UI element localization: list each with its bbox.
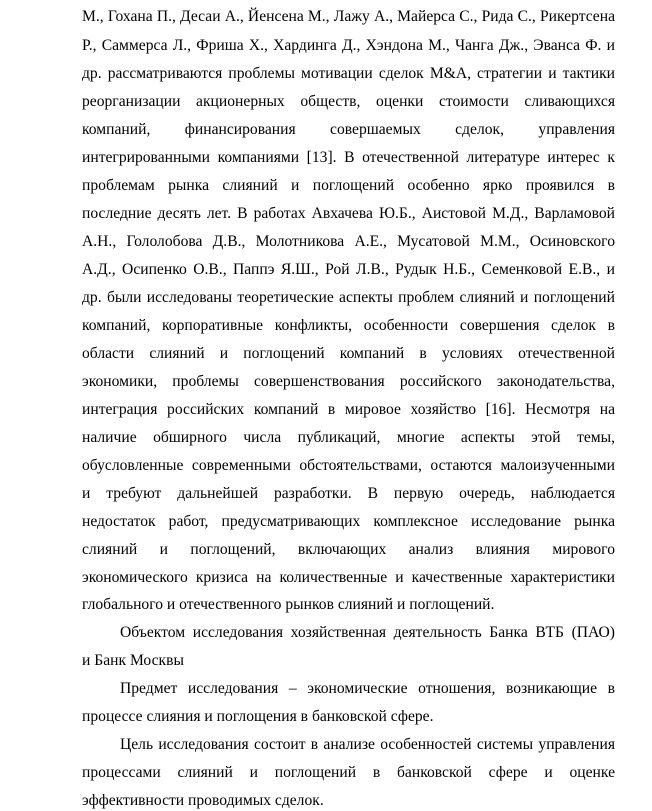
text-line: Р., Саммерса Л., Фриша Х., Хардинга Д., Хэндона М., Чанга Дж., Эванса Ф. и xyxy=(82,37,615,54)
text-line: глобального и отечественного рынков слияний и поглощений. xyxy=(82,596,495,613)
text-line: А.Д., Осипенко О.В., Паппэ Я.Ш., Рой Л.В., Рудык Н.Б., Семенковой Е.В., и xyxy=(82,261,615,278)
text-line: др. рассматриваются проблемы мотивации сделок M&A, стратегии и тактики xyxy=(82,65,615,82)
text-line: наличие обширного числа публикаций, многие аспекты этой темы, xyxy=(82,429,615,446)
text-line: последние десять лет. В работах Авхачева Ю.Б., Аистовой М.Д., Варламовой xyxy=(82,205,615,222)
text-line: Предмет исследования – экономические отношения, возникающие в xyxy=(120,680,615,697)
text-line: проблемам рынка слияний и поглощений особенно ярко проявился в xyxy=(82,177,615,194)
text-line: и Банк Москвы xyxy=(82,652,184,669)
text-line: Объектом исследования хозяйственная деятельность Банка ВТБ (ПАО) xyxy=(120,624,615,641)
text-line: эффективности проводимых сделок. xyxy=(82,792,324,809)
text-line: процессе слияния и поглощения в банковской сфере. xyxy=(82,708,434,725)
text-line: реорганизации акционерных обществ, оценки стоимости сливающихся xyxy=(82,93,615,110)
text-line: интеграция российских компаний в мировое хозяйство [16]. Несмотря на xyxy=(82,401,615,418)
text-line: процессами слияний и поглощений в банковской сфере и оценке xyxy=(82,764,615,781)
text-line: и требуют дальнейшей разработки. В первую очередь, наблюдается xyxy=(82,485,615,502)
text-line: Цель исследования состоит в анализе особенностей системы управления xyxy=(120,736,615,753)
text-line: компаний, финансирования совершаемых сделок, управления xyxy=(82,121,615,138)
text-line: недостаток работ, предусматривающих комплексное исследование рынка xyxy=(82,513,615,530)
text-line: экономики, проблемы совершенствования российского законодательства, xyxy=(82,373,615,390)
text-line: А.Н., Гололобова Д.В., Молотникова А.Е., Мусатовой М.М., Осиновского xyxy=(82,233,615,250)
text-line: обусловленные современными обстоятельствами, остаются малоизученными xyxy=(82,457,615,474)
text-line: экономического кризиса на количественные и качественные характеристики xyxy=(82,569,615,586)
text-line: др. были исследованы теоретические аспекты проблем слияний и поглощений xyxy=(82,289,615,306)
text-line: интегрированными компаниями [13]. В отечественной литературе интерес к xyxy=(82,149,615,166)
text-line: компаний, корпоративные конфликты, особенности совершения сделок в xyxy=(82,317,615,334)
text-line: слияний и поглощений, включающих анализ влияния мирового xyxy=(82,541,615,558)
text-line: М., Гохана П., Десаи А., Йенсена М., Лажу А., Майерса С., Рида С., Рикертсена xyxy=(82,8,615,25)
text-line: области слияний и поглощений компаний в условиях отечественной xyxy=(82,345,615,362)
